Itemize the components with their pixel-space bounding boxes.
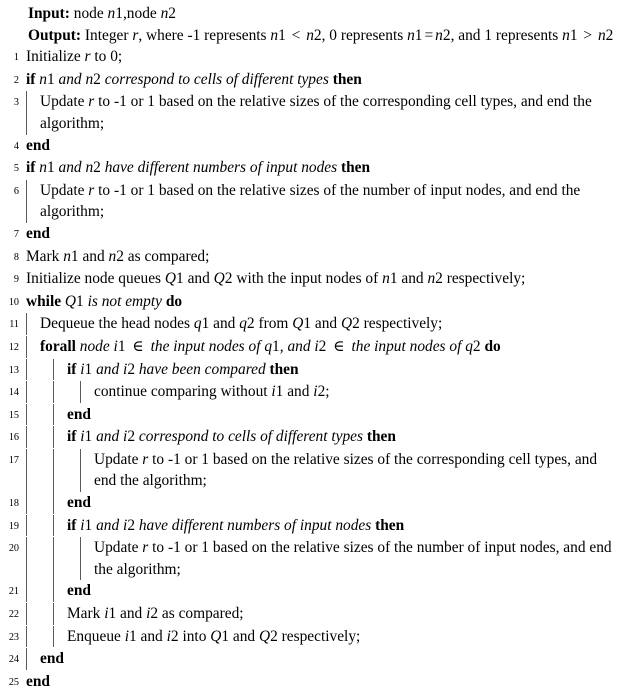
line-text: Update r to -1 or 1 based on the relative sizes of the corresponding cell types, and end the algorithm; <box>40 93 592 132</box>
algorithm-line <box>0 223 623 246</box>
algorithm-header <box>0 0 623 46</box>
line-text: if n1 and n2 correspond to cells of different types then <box>26 70 362 88</box>
line-text: forall node i1 ∈ the input nodes of q1, and i2 ∈ the input nodes of q2 do <box>40 337 501 355</box>
line-number: 4 <box>13 140 19 152</box>
line-number: 23 <box>8 631 19 643</box>
algorithm-line <box>0 268 623 291</box>
algorithm-line <box>0 492 623 515</box>
algorithm-line <box>0 426 623 449</box>
line-body <box>19 626 623 648</box>
algorithm-line <box>0 449 623 492</box>
line-text: end <box>26 224 50 242</box>
line-text: continue comparing without i1 and i2; <box>94 383 330 401</box>
algorithm-line <box>0 157 623 180</box>
line-text: end <box>26 136 50 154</box>
line-body <box>19 492 623 514</box>
output-value: Integer r, where -1 represents n1 < n2, 0 represents n1 = n2, and 1 represents n1 > n2 <box>84 26 614 44</box>
line-text: Initialize node queues Q1 and Q2 with the input nodes of n1 and n2 respectively; <box>26 270 526 288</box>
algorithm-line <box>0 336 623 359</box>
line-text: Update r to -1 or 1 based on the relative sizes of the corresponding cell types, and end the algorithm; <box>94 450 598 490</box>
line-number: 20 <box>8 543 19 555</box>
line-body <box>19 91 623 134</box>
line-number: 13 <box>8 364 19 376</box>
line-text: end <box>67 494 91 512</box>
algorithm-line <box>0 180 623 223</box>
line-text: if n1 and n2 have different numbers of input nodes then <box>26 159 371 177</box>
line-body <box>19 449 623 492</box>
algorithm-line <box>0 46 623 69</box>
line-body <box>19 46 623 68</box>
line-number: 11 <box>9 319 19 331</box>
line-body <box>19 313 623 335</box>
line-body <box>19 603 623 625</box>
line-number: 3 <box>13 97 19 109</box>
algorithm-line <box>0 404 623 427</box>
line-body <box>19 223 623 245</box>
line-body <box>19 404 623 426</box>
line-text: Update r to -1 or 1 based on the relative sizes of the number of input nodes, and end the algorithm; <box>40 181 581 221</box>
line-body <box>19 336 623 358</box>
line-body <box>19 291 623 313</box>
line-number: 12 <box>8 341 19 353</box>
algorithm-line <box>0 291 623 314</box>
line-text: end <box>67 405 91 423</box>
algorithm-line <box>0 91 623 134</box>
line-text: end <box>67 582 91 600</box>
line-text: Enqueue i1 and i2 into Q1 and Q2 respectively; <box>67 627 361 645</box>
line-text: if i1 and i2 correspond to cells of different types then <box>67 428 396 446</box>
algorithm-output-row <box>28 25 623 47</box>
algorithm-line <box>0 313 623 336</box>
line-text: Mark n1 and n2 as compared; <box>26 247 210 265</box>
line-number: 14 <box>8 387 19 399</box>
algorithm-line <box>0 626 623 649</box>
algorithm-line <box>0 135 623 158</box>
line-number: 2 <box>13 74 19 86</box>
algorithm-line <box>0 603 623 626</box>
line-body <box>19 648 623 670</box>
line-body <box>19 580 623 602</box>
line-body <box>19 69 623 91</box>
output-label: Output: <box>28 26 82 44</box>
algorithm-line-list <box>0 46 623 693</box>
algorithm-line <box>0 246 623 269</box>
line-body <box>19 359 623 381</box>
line-number: 22 <box>8 609 19 621</box>
line-text: Mark i1 and i2 as compared; <box>67 605 244 623</box>
input-value: node n1,node n2 <box>73 5 176 22</box>
line-text: if i1 and i2 have different numbers of input nodes then <box>67 516 405 534</box>
line-body <box>19 426 623 448</box>
line-number: 16 <box>8 432 19 444</box>
line-body <box>19 537 623 580</box>
algorithm-line <box>0 69 623 92</box>
algorithm-line <box>0 381 623 404</box>
line-number: 25 <box>8 676 19 688</box>
line-body <box>19 157 623 179</box>
line-text: Dequeue the head nodes q1 and q2 from Q1 and Q2 respectively; <box>40 315 443 333</box>
line-number: 19 <box>8 520 19 532</box>
algorithm-line <box>0 671 623 693</box>
line-body <box>19 246 623 268</box>
line-number: 21 <box>8 586 19 598</box>
algorithm-line <box>0 580 623 603</box>
algorithm-line <box>0 537 623 580</box>
line-body <box>19 268 623 290</box>
line-number: 24 <box>8 654 19 666</box>
line-text: if i1 and i2 have been compared then <box>67 360 299 378</box>
line-number: 18 <box>8 498 19 510</box>
line-text: end <box>40 650 64 668</box>
line-text: end <box>26 672 50 690</box>
line-text: Update r to -1 or 1 based on the relative sizes of the number of input nodes, and end the algorithm; <box>94 539 612 578</box>
line-body <box>19 180 623 223</box>
line-number: 6 <box>13 185 19 197</box>
line-body <box>19 381 623 403</box>
line-number: 15 <box>8 409 19 421</box>
algorithm-input-row <box>28 3 623 25</box>
line-text: while Q1 is not empty do <box>26 292 183 310</box>
input-label: Input: <box>28 5 70 22</box>
line-number: 10 <box>8 296 19 308</box>
line-number: 5 <box>13 163 19 175</box>
algorithm-line <box>0 648 623 671</box>
algorithm-line <box>0 515 623 538</box>
line-number: 7 <box>13 228 19 240</box>
line-number: 1 <box>13 52 19 64</box>
line-body <box>19 515 623 537</box>
line-text: Initialize r to 0; <box>26 48 123 66</box>
line-number: 8 <box>13 251 19 263</box>
line-body <box>19 671 623 693</box>
line-body <box>19 135 623 157</box>
algorithm-line <box>0 359 623 382</box>
line-number: 9 <box>13 274 19 286</box>
line-number: 17 <box>8 454 19 466</box>
